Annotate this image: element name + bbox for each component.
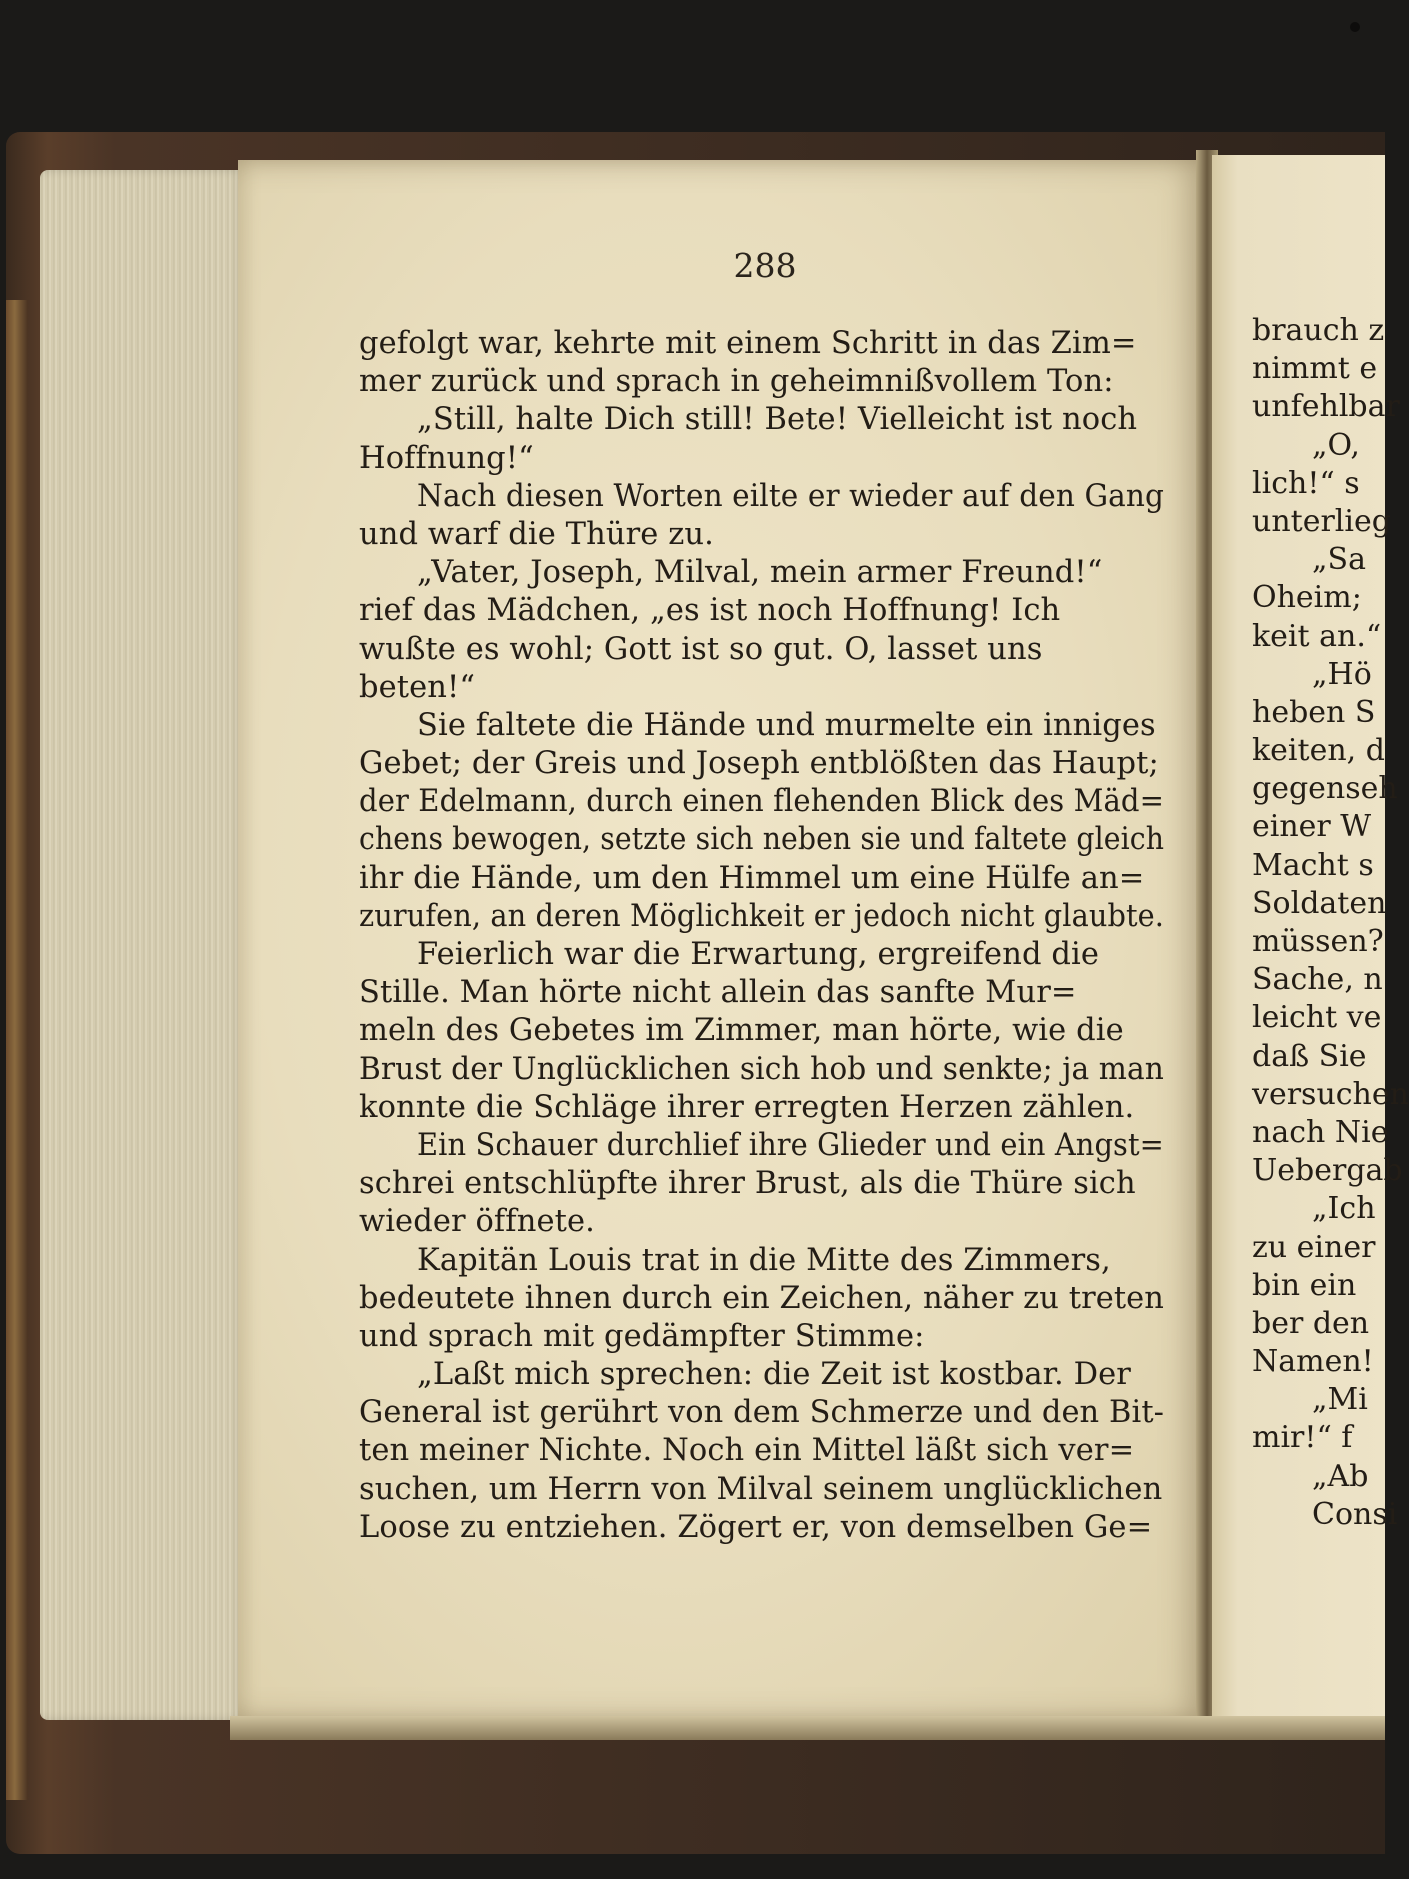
- text-line: „Vater, Joseph, Milval, mein armer Freund!“: [417, 555, 1103, 591]
- page-edges: [40, 170, 245, 1720]
- text-line: bedeutete ihnen durch ein Zeichen, näher zu treten: [359, 1280, 1164, 1316]
- text-line: Consi: [1312, 1496, 1398, 1532]
- text-line: mir!“ f: [1252, 1420, 1353, 1456]
- left-page-text: [359, 325, 1164, 1547]
- text-line: mer zurück und sprach in geheimnißvollem Ton:: [359, 364, 1114, 400]
- text-line: Soldaten: [1252, 885, 1387, 921]
- text-line: beten!“: [359, 669, 476, 705]
- text-line: „Mi: [1312, 1382, 1368, 1418]
- text-line: konnte die Schläge ihrer erregten Herzen zählen.: [359, 1089, 1135, 1125]
- text-line: heben S: [1252, 694, 1376, 730]
- text-line: der Edelmann, durch einen flehenden Blick des Mäd=: [359, 784, 1165, 820]
- text-line: General ist gerührt von dem Schmerze und den Bit-: [359, 1395, 1165, 1431]
- text-line: Oheim;: [1252, 580, 1362, 616]
- text-line: wieder öffnete.: [359, 1204, 595, 1240]
- text-line: „Sa: [1312, 542, 1366, 578]
- text-line: „Ab: [1312, 1458, 1369, 1494]
- text-line: Hoffnung!“: [359, 440, 534, 476]
- text-line: versuchen: [1252, 1076, 1409, 1112]
- text-line: Uebergab: [1252, 1153, 1403, 1189]
- text-line: daß Sie: [1252, 1038, 1367, 1074]
- text-line: chens bewogen, setzte sich neben sie und faltete gleich: [359, 822, 1165, 858]
- text-line: Feierlich war die Erwartung, ergreifend die: [417, 937, 1099, 972]
- text-line: Sache, n: [1252, 962, 1383, 998]
- text-line: leicht ve: [1252, 1000, 1382, 1036]
- text-line: Loose zu entziehen. Zögert er, von demselben Ge=: [359, 1509, 1153, 1545]
- text-line: und warf die Thüre zu.: [359, 516, 714, 552]
- text-line: ber den: [1252, 1305, 1370, 1341]
- text-line: gegenseh: [1252, 771, 1398, 807]
- text-line: zu einer: [1252, 1229, 1376, 1265]
- text-line: „O,: [1312, 427, 1360, 463]
- text-line: unfehlbar: [1252, 389, 1400, 425]
- text-line: keit an.“: [1252, 618, 1382, 654]
- text-line: „Hö: [1312, 656, 1372, 692]
- text-line: bin ein: [1252, 1267, 1357, 1303]
- text-line: nimmt e: [1252, 351, 1378, 387]
- text-line: zurufen, an deren Möglichkeit er jedoch nicht glaubte.: [359, 898, 1165, 934]
- text-line: gefolgt war, kehrte mit einem Schritt in das Zim=: [359, 326, 1137, 361]
- right-page-text: [1252, 312, 1409, 1534]
- text-line: und sprach mit gedämpfter Stimme:: [359, 1318, 925, 1354]
- text-line: schrei entschlüpfte ihrer Brust, als die Thüre sich: [359, 1166, 1136, 1202]
- text-line: einer W: [1252, 809, 1372, 845]
- text-line: Nach diesen Worten eilte er wieder auf den Gang: [417, 478, 1165, 514]
- text-line: Macht s: [1252, 847, 1374, 883]
- text-line: wußte es wohl; Gott ist so gut. O, lasset uns: [359, 631, 1043, 667]
- text-line: „Ich: [1312, 1191, 1376, 1227]
- text-line: nach Nie: [1252, 1114, 1389, 1150]
- text-line: Brust der Unglücklichen sich hob und senkte; ja man: [359, 1051, 1164, 1087]
- text-line: keiten, d: [1252, 733, 1385, 769]
- text-line: meln des Gebetes im Zimmer, man hörte, wie die: [359, 1013, 1124, 1049]
- text-line: ten meiner Nichte. Noch ein Mittel läßt sich ver=: [359, 1433, 1135, 1469]
- text-line: ihr die Hände, um den Himmel um eine Hülfe an=: [359, 860, 1145, 896]
- text-line: „Still, halte Dich still! Bete! Vielleicht ist noch: [417, 402, 1138, 438]
- text-line: unterlieg: [1252, 503, 1391, 539]
- dark-spot: [1350, 22, 1360, 32]
- page-number: 288: [733, 246, 797, 285]
- text-line: Kapitän Louis trat in die Mitte des Zimmers,: [417, 1242, 1111, 1278]
- text-line: „Laßt mich sprechen: die Zeit ist kostbar. Der: [417, 1357, 1131, 1393]
- text-line: Sie faltete die Hände und murmelte ein inniges: [417, 707, 1156, 743]
- text-line: suchen, um Herrn von Milval seinem unglücklichen: [359, 1471, 1163, 1507]
- text-line: müssen?: [1252, 924, 1384, 959]
- text-line: lich!“ s: [1252, 465, 1360, 501]
- text-line: Stille. Man hörte nicht allein das sanfte Mur=: [359, 975, 1077, 1011]
- text-line: Ein Schauer durchlief ihre Glieder und ein Angst=: [417, 1127, 1164, 1163]
- text-line: Namen!: [1252, 1344, 1374, 1380]
- cover-edge: [6, 300, 28, 1800]
- text-line: brauch z: [1252, 313, 1385, 348]
- text-line: Gebet; der Greis und Joseph entblößten das Haupt;: [359, 746, 1159, 782]
- text-line: rief das Mädchen, „es ist noch Hoffnung! Ich: [359, 593, 1061, 629]
- page-bottom-edge: [230, 1716, 1385, 1740]
